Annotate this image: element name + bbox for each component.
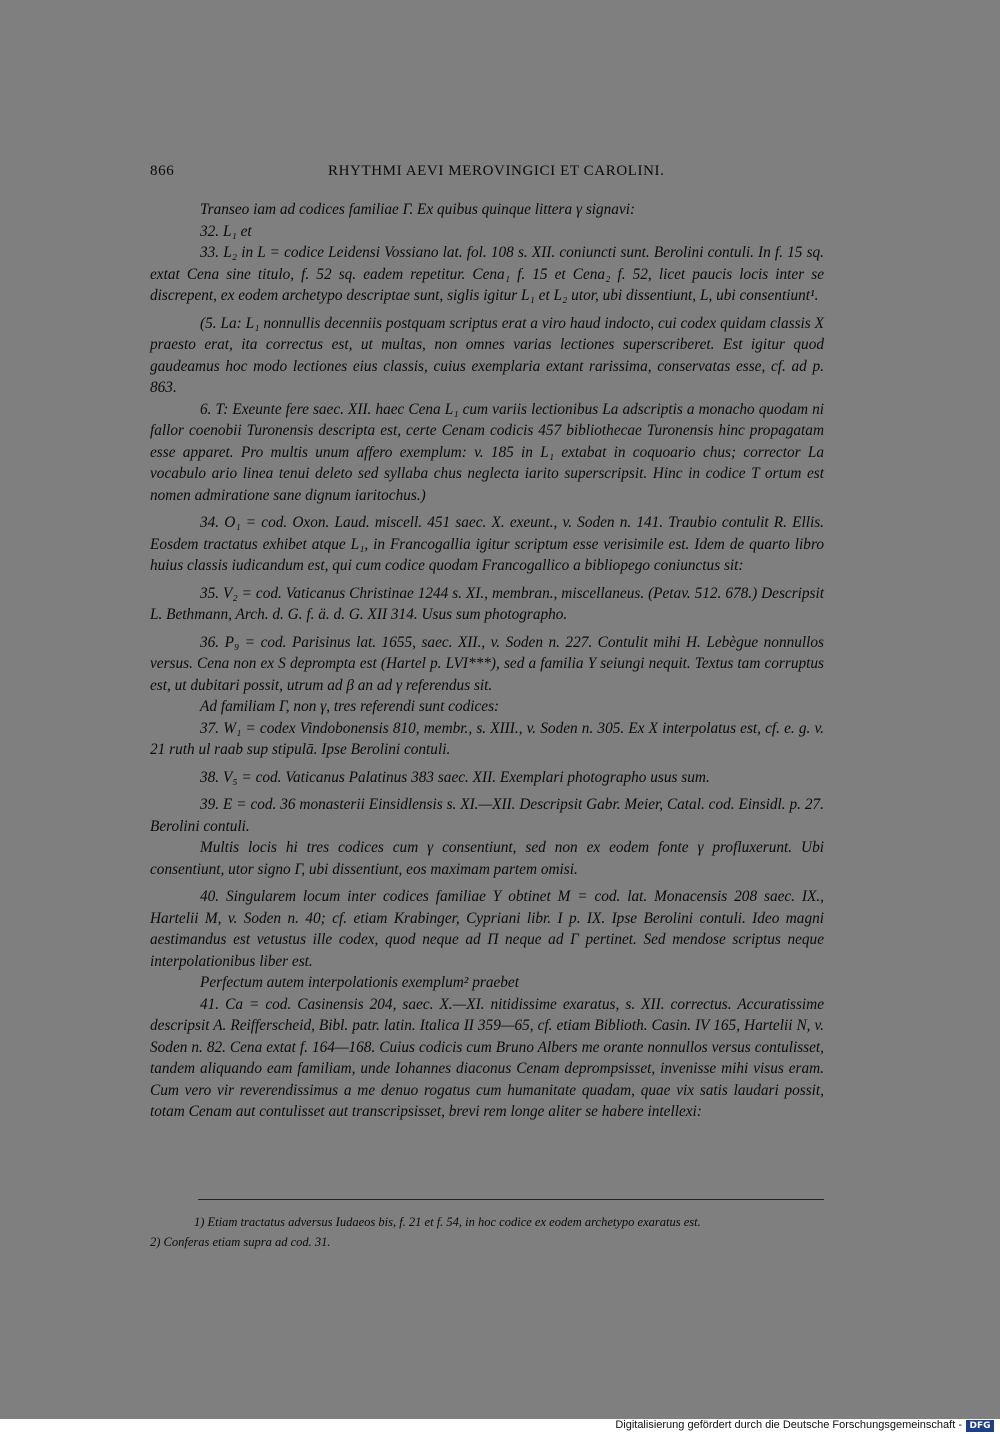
paragraph: (5. La: L₁ nonnullis decenniis postquam scriptus erat a viro haud indocto, cui codex quidam classis X praesto erat, ita correctus est, ut multas, non omnes varias lectiones superscriberet. Est igitur quod gaudeamus hoc modo lectiones eius classis, cuius exemplaria extant rarissima, conservatas esse, cf. ad p. 863.	[150, 314, 824, 396]
paragraph: 39. E = cod. 36 monasterii Einsidlensis s. XI.—XII. Descripsit Gabr. Meier, Catal. cod. Einsidl. p. 27. Berolini contuli.	[150, 796, 824, 835]
paragraph: Ad familiam Γ, non γ, tres referendi sunt codices:	[200, 698, 500, 715]
footnote: 2) Conferas etiam supra ad cod. 31.	[150, 1235, 331, 1249]
paragraph: 41. Ca = cod. Casinensis 204, saec. X.—XI. nitidissime exaratus, s. XII. correctus. Accuratissime descripsit A. Reifferscheid, Bibl. patr. latin. Italica II 359—65, cf. etiam Biblioth. Casin. IV 165, Hartelii N, v. Soden n. 82. Cena extat f. 164—168. Cuius codicis cum Bruno Albers me orante nonnullos versus contulisset, tandem aliquando eam familiam, unde Iohannes diaconus Cenam deprompsisset, invenisse mihi visus eram. Cum vero vir reverendissimus a me denuo rogatus cum humanitate quadam, quae vix satis laudari possit, totam Cenam aut contulisset aut transcripsisset, brevi rem longe aliter se habere intellexi:	[150, 995, 824, 1120]
page-header	[150, 163, 822, 185]
footnotes	[150, 1212, 824, 1252]
footer-bar	[0, 1419, 1000, 1434]
footnote-divider	[198, 1199, 824, 1200]
paragraph: 6. T: Exeunte fere saec. XII. haec Cena L₁ cum variis lectionibus La adscriptis a monacho quodam ni fallor coenobii Turonensis descripta est, certe Cenam codicis 457 bibliothecae Turonensis hinc propagatam esse apparet. Pro multis unum affero exemplum: v. 185 in L₁ extabat in coquoario chus; corrector La vocabulo ario linea tenui deleto sed syllaba chus neglecta iarito superscripsit. Hinc in codice T ortum est nomen admiratione sane dignum iaritochus.)	[150, 400, 824, 504]
digitization-credit: Digitalisierung gefördert durch die Deutsche Forschungsgemeinschaft -	[615, 1419, 962, 1431]
paragraph: 35. V₂ = cod. Vaticanus Christinae 1244 s. XI., membran., miscellaneus. (Petav. 512. 678.) Descripsit L. Bethmann, Arch. d. G. f. ä. d. G. XII 314. Usus sum photographo.	[150, 584, 824, 623]
paragraph: 32. L₁ et	[200, 222, 252, 240]
paragraph: Multis locis hi tres codices cum γ consentiunt, sed non ex eodem fonte γ profluxerunt. Ubi consentiunt, utor signo Γ, ubi dissentiunt, eos maximam partem omisi.	[150, 839, 824, 878]
paragraph: 37. W₁ = codex Vindobonensis 810, membr., s. XIII., v. Soden n. 305. Ex X interpolatus est, cf. e. g. v. 21 ruth ul raab sup stipulā. Ipse Berolini contuli.	[150, 719, 824, 758]
footnote: 1) Etiam tractatus adversus Iudaeos bis, f. 21 et f. 54, in hoc codice ex eodem archetypo exaratus est.	[194, 1215, 701, 1229]
paragraph: Perfectum autem interpolationis exemplum² praebet	[200, 974, 519, 991]
dfg-logo: DFG	[966, 1420, 994, 1432]
page-number: 866	[150, 163, 175, 179]
paragraph: 36. P₉ = cod. Parisinus lat. 1655, saec. XII., v. Soden n. 227. Contulit mihi H. Lebègue nonnullos versus. Cena non ex S deprompta est (Hartel p. LVI***), sed a familia Y seiungi nequit. Textus tam corruptus est, ut dubitari possit, utrum ad β an ad γ referendus sit.	[150, 633, 824, 694]
paragraph: 40. Singularem locum inter codices familiae Y obtinet M = cod. lat. Monacensis 208 saec. IX., Hartelii M, v. Soden n. 40; cf. etiam Krabinger, Cypriani libr. I p. IX. Ipse Berolini contuli. Ideo magni aestimandus est vetustus ille codex, quod neque ad Π neque ad Γ pertinet. Sed mendose scriptus neque interpolationibus liber est.	[150, 888, 824, 970]
paragraph: Transeo iam ad codices familiae Γ. Ex quibus quinque littera γ signavi:	[200, 201, 636, 218]
running-title: RHYTHMI AEVI MEROVINGICI ET CAROLINI.	[328, 163, 665, 179]
paragraph: 38. V₅ = cod. Vaticanus Palatinus 383 saec. XII. Exemplari photographo usus sum.	[200, 768, 710, 786]
paragraph: 34. O₁ = cod. Oxon. Laud. miscell. 451 saec. X. exeunt., v. Soden n. 141. Traubio contulit R. Ellis. Eosdem tractatus exhibet atque L₁, in Francogallia igitur scriptum esse verisimile est. Idem de quarto libro huius classis iudicandum est, qui cum codice quodam Francogallico a bibliopego coniunctus sit:	[150, 514, 824, 574]
paragraph: 33. L₂ in L = codice Leidensi Vossiano lat. fol. 108 s. XII. coniuncti sunt. Berolini contuli. In f. 15 sq. extat Cena sine titulo, f. 52 sq. eadem repetitur. Cena₁ f. 15 et Cena₂ f. 52, licet paucis locis inter se discrepent, ex eodem archetypo descriptae sunt, siglis igitur L₁ et L₂ utor, ubi dissentiunt, L, ubi consentiunt¹.	[150, 244, 824, 304]
main-text	[150, 199, 824, 1123]
